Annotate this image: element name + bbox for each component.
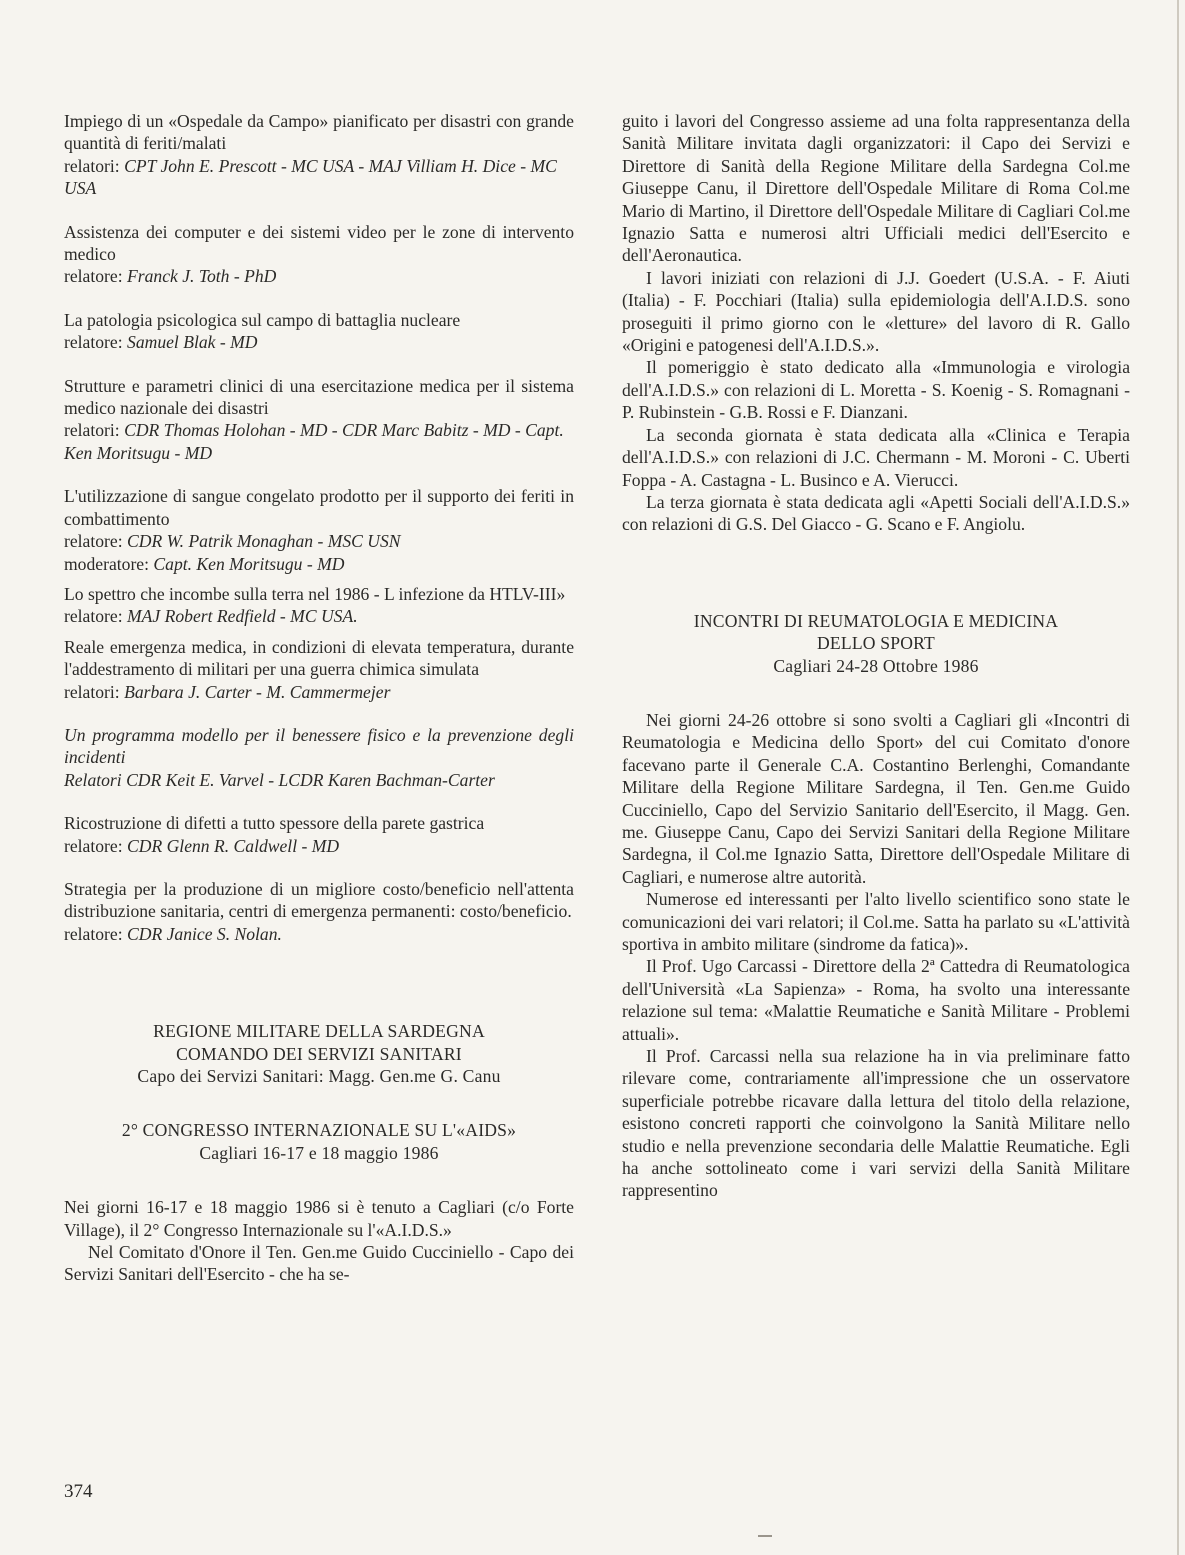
lecture-entry-8 [64, 724, 574, 791]
reumatologia-heading [622, 610, 1130, 677]
body-paragraph: Il Prof. Ugo Carcassi - Direttore della 2ª Cattedra di Reumatologica dell'Università «La Sapienza» - Roma, ha svolto una interessante relazione sul tema: «Malattie Reumatiche e Sanità Militare - Problemi attuali». [622, 956, 1130, 1044]
speaker-prefix: relatore: [64, 266, 128, 287]
lecture-title: Impiego di un «Ospedale da Campo» pianificato per disastri con grande quantità di feriti/malati [64, 111, 574, 154]
heading-line: Capo dei Servizi Sanitari: Magg. Gen.me G. Canu [137, 1066, 501, 1086]
speaker-names: Barbara J. Carter - M. Cammermejer [124, 681, 391, 702]
lecture-title: La patologia psicologica sul campo di battaglia nucleare [64, 309, 461, 330]
speaker-prefix: relatore: [64, 923, 128, 944]
body-paragraph: Numerose ed interessanti per l'alto livello scientifico sono state le comunicazioni dei vari relatori; il Col.me. Satta ha parlato su «L'attività sportiva in ambito militare (sindrome da fatica)». [622, 889, 1130, 954]
body-paragraph: I lavori iniziati con relazioni di J.J. Goedert (U.S.A. - F. Aiuti (Italia) - F. Pocchiari (Italia) sulla epidemiologia dell'A.I.D.S. sono proseguiti il primo giorno con le «letture» del lavoro di R. Gallo «Origini e patogenesi dell'A.I.D.S.». [622, 267, 1130, 356]
speaker-prefix: Relatori [64, 769, 127, 790]
heading-line: INCONTRI DI REUMATOLOGIA E MEDICINA [693, 610, 1059, 631]
scan-edge-divider [1177, 0, 1179, 1555]
body-paragraph: Nei giorni 16-17 e 18 maggio 1986 si è tenuto a Cagliari (c/o Forte Village), il 2° Congresso Internazionale su l'«A.I.D.S.» [64, 1197, 574, 1240]
lecture-entry-6 [64, 583, 574, 628]
lecture-title: Lo spettro che incombe sulla terra nel 1986 - L infezione da HTLV-III» [64, 583, 566, 604]
lecture-moderator [64, 553, 574, 575]
lecture-entry-5 [64, 485, 574, 575]
speaker-prefix: relatore: [64, 606, 128, 627]
body-paragraph: Nei giorni 24-26 ottobre si sono svolti a Cagliari gli «Incontri di Reumatologia e Medicina dello Sport» del cui Comitato d'onore facevano parte il Generale C.A. Costantino Berlenghi, Comandante Militare della Regione Militare Sardegna, il Ten. Gen.me Guido Cucciniello, Capo del Servizio Sanitario dell'Esercito, il Magg. Gen. me. Giuseppe Canu, Capo dei Servizi Sanitari della Regione Militare Sardegna, il Col.me Ignazio Satta, Direttore dell'Ospedale Militare di Cagliari, e numerose altre autorità. [622, 709, 1130, 887]
speaker-names: CDR Thomas Holohan - MD - CDR Marc Babitz - MD - Capt. Ken Moritsugu - MD [64, 420, 564, 463]
scan-speck [758, 1535, 772, 1537]
lecture-entry-2 [64, 221, 574, 288]
heading-line: Cagliari 24-28 Ottobre 1986 [773, 655, 979, 676]
speaker-prefix: relatori: [64, 155, 125, 176]
lecture-title: Ricostruzione di difetti a tutto spessore della parete gastrica [64, 813, 485, 834]
speaker-names: CDR Glenn R. Caldwell - MD [127, 835, 340, 856]
body-paragraph: La seconda giornata è stata dedicata alla «Clinica e Terapia dell'A.I.D.S.» con relazioni di J.C. Chermann - M. Moroni - C. Uberti Foppa - A. Castagna - L. Businco e A. Vierucci. [622, 424, 1130, 490]
lecture-title: Assistenza dei computer e dei sistemi video per le zone di intervento medico [64, 221, 574, 265]
moderator-name: Capt. Ken Moritsugu - MD [153, 553, 345, 574]
speaker-names: CPT John E. Prescott - MC USA - MAJ Villiam H. Dice - MC USA [64, 155, 557, 199]
speaker-prefix: relatori: [64, 420, 125, 441]
lecture-speakers [64, 155, 574, 200]
heading-line: 2° CONGRESSO INTERNAZIONALE SU L'«AIDS» [121, 1120, 517, 1141]
speaker-names: Franck J. Toth - PhD [127, 266, 277, 287]
body-paragraph-continued: guito i lavori del Congresso assieme ad una folta rappresentanza della Sanità Militare invitata dagli organizzatori: il Capo dei Servizi e Direttore di Sanità della Regione Militare della Sardegna Col.me Giuseppe Canu, il Direttore dell'Ospedale Militare di Roma Col.me Mario di Martino, il Direttore dell'Ospedale Militare di Cagliari Col.me Ignazio Satta e numerosi altri Ufficiali medici dell'Esercito e dell'Aeronautica. [622, 111, 1130, 266]
speaker-names: MAJ Robert Redfield - MC USA. [127, 606, 358, 627]
lecture-title: Strutture e parametri clinici di una esercitazione medica per il sistema medico nazionale dei disastri [64, 375, 574, 419]
lecture-entry-7 [64, 636, 574, 703]
lecture-entry-10 [64, 878, 574, 945]
body-paragraph: Il Prof. Carcassi nella sua relazione ha in via preliminare fatto rilevare come, contrariamente all'impressione che un osservatore superficiale potrebbe ricavare dalla lettura del titolo della relazione, esistono concreti rapporti che coinvolgono la Sanità Militare nello studio e nella prevenzione secondaria delle Malattie Reumatiche. Egli ha anche sottolineato come i vari servizi della Sanità Militare rappresentino [622, 1046, 1130, 1201]
aids-heading [64, 1119, 574, 1164]
lecture-speakers [64, 530, 574, 552]
speaker-prefix: relatore: [64, 531, 128, 552]
lecture-title: Strategia per la produzione di un migliore costo/beneficio nell'attenta distribuzione sanitaria, centri di emergenza permanenti: costo/beneficio. [64, 878, 574, 922]
lecture-speakers [64, 331, 574, 353]
lecture-speakers [64, 419, 574, 464]
lecture-title: Un programma modello per il benessere fisico e la prevenzione degli incidenti [64, 724, 574, 768]
lecture-entry-1 [64, 110, 574, 200]
lecture-entry-4 [64, 375, 574, 465]
lecture-speakers [64, 923, 574, 945]
lecture-speakers [64, 835, 574, 857]
lecture-speakers [64, 265, 574, 287]
heading-line: COMANDO DEI SERVIZI SANITARI [176, 1043, 462, 1064]
left-column [64, 110, 574, 1286]
speaker-prefix: relatore: [64, 835, 128, 856]
right-column [622, 110, 1130, 1202]
lecture-speakers [64, 605, 574, 627]
page-number: 374 [64, 1481, 93, 1502]
body-paragraph: La terza giornata è stata dedicata agli «Apetti Sociali dell'A.I.D.S.» con relazioni di G.S. Del Giacco - G. Scano e F. Angiolu. [622, 491, 1130, 535]
moderator-prefix: moderatore: [64, 553, 154, 574]
heading-line: REGIONE MILITARE DELLA SARDEGNA [153, 1021, 485, 1042]
speaker-prefix: relatore: [64, 332, 128, 353]
lecture-entry-9 [64, 812, 574, 857]
lecture-speakers [64, 769, 574, 791]
heading-line: Cagliari 16-17 e 18 maggio 1986 [199, 1142, 439, 1163]
body-paragraph: Il pomeriggio è stato dedicato alla «Immunologia e virologia dell'A.I.D.S.» con relazioni di L. Moretta - S. Koenig - S. Romagnani - P. Rubinstein - G.B. Rossi e F. Dianzani. [622, 357, 1130, 423]
speaker-names: Samuel Blak - MD [127, 332, 258, 353]
speaker-prefix: relatori: [64, 681, 125, 702]
speaker-names: CDR W. Patrik Monaghan - MSC USN [127, 531, 401, 552]
sardegna-heading [64, 1020, 574, 1087]
speaker-names: CDR Keit E. Varvel - LCDR Karen Bachman-Carter [126, 769, 495, 790]
lecture-speakers [64, 681, 574, 703]
lecture-title: L'utilizzazione di sangue congelato prodotto per il supporto dei feriti in combattimento [64, 486, 574, 529]
body-paragraph: Nel Comitato d'Onore il Ten. Gen.me Guido Cucciniello - Capo dei Servizi Sanitari dell'Esercito - che ha se- [64, 1242, 574, 1285]
lecture-title: Reale emergenza medica, in condizioni di elevata temperatura, durante l'addestramento di militari per una guerra chimica simulata [64, 636, 574, 680]
heading-line: DELLO SPORT [817, 633, 935, 654]
speaker-names: CDR Janice S. Nolan. [127, 923, 282, 944]
lecture-entry-3 [64, 309, 574, 354]
